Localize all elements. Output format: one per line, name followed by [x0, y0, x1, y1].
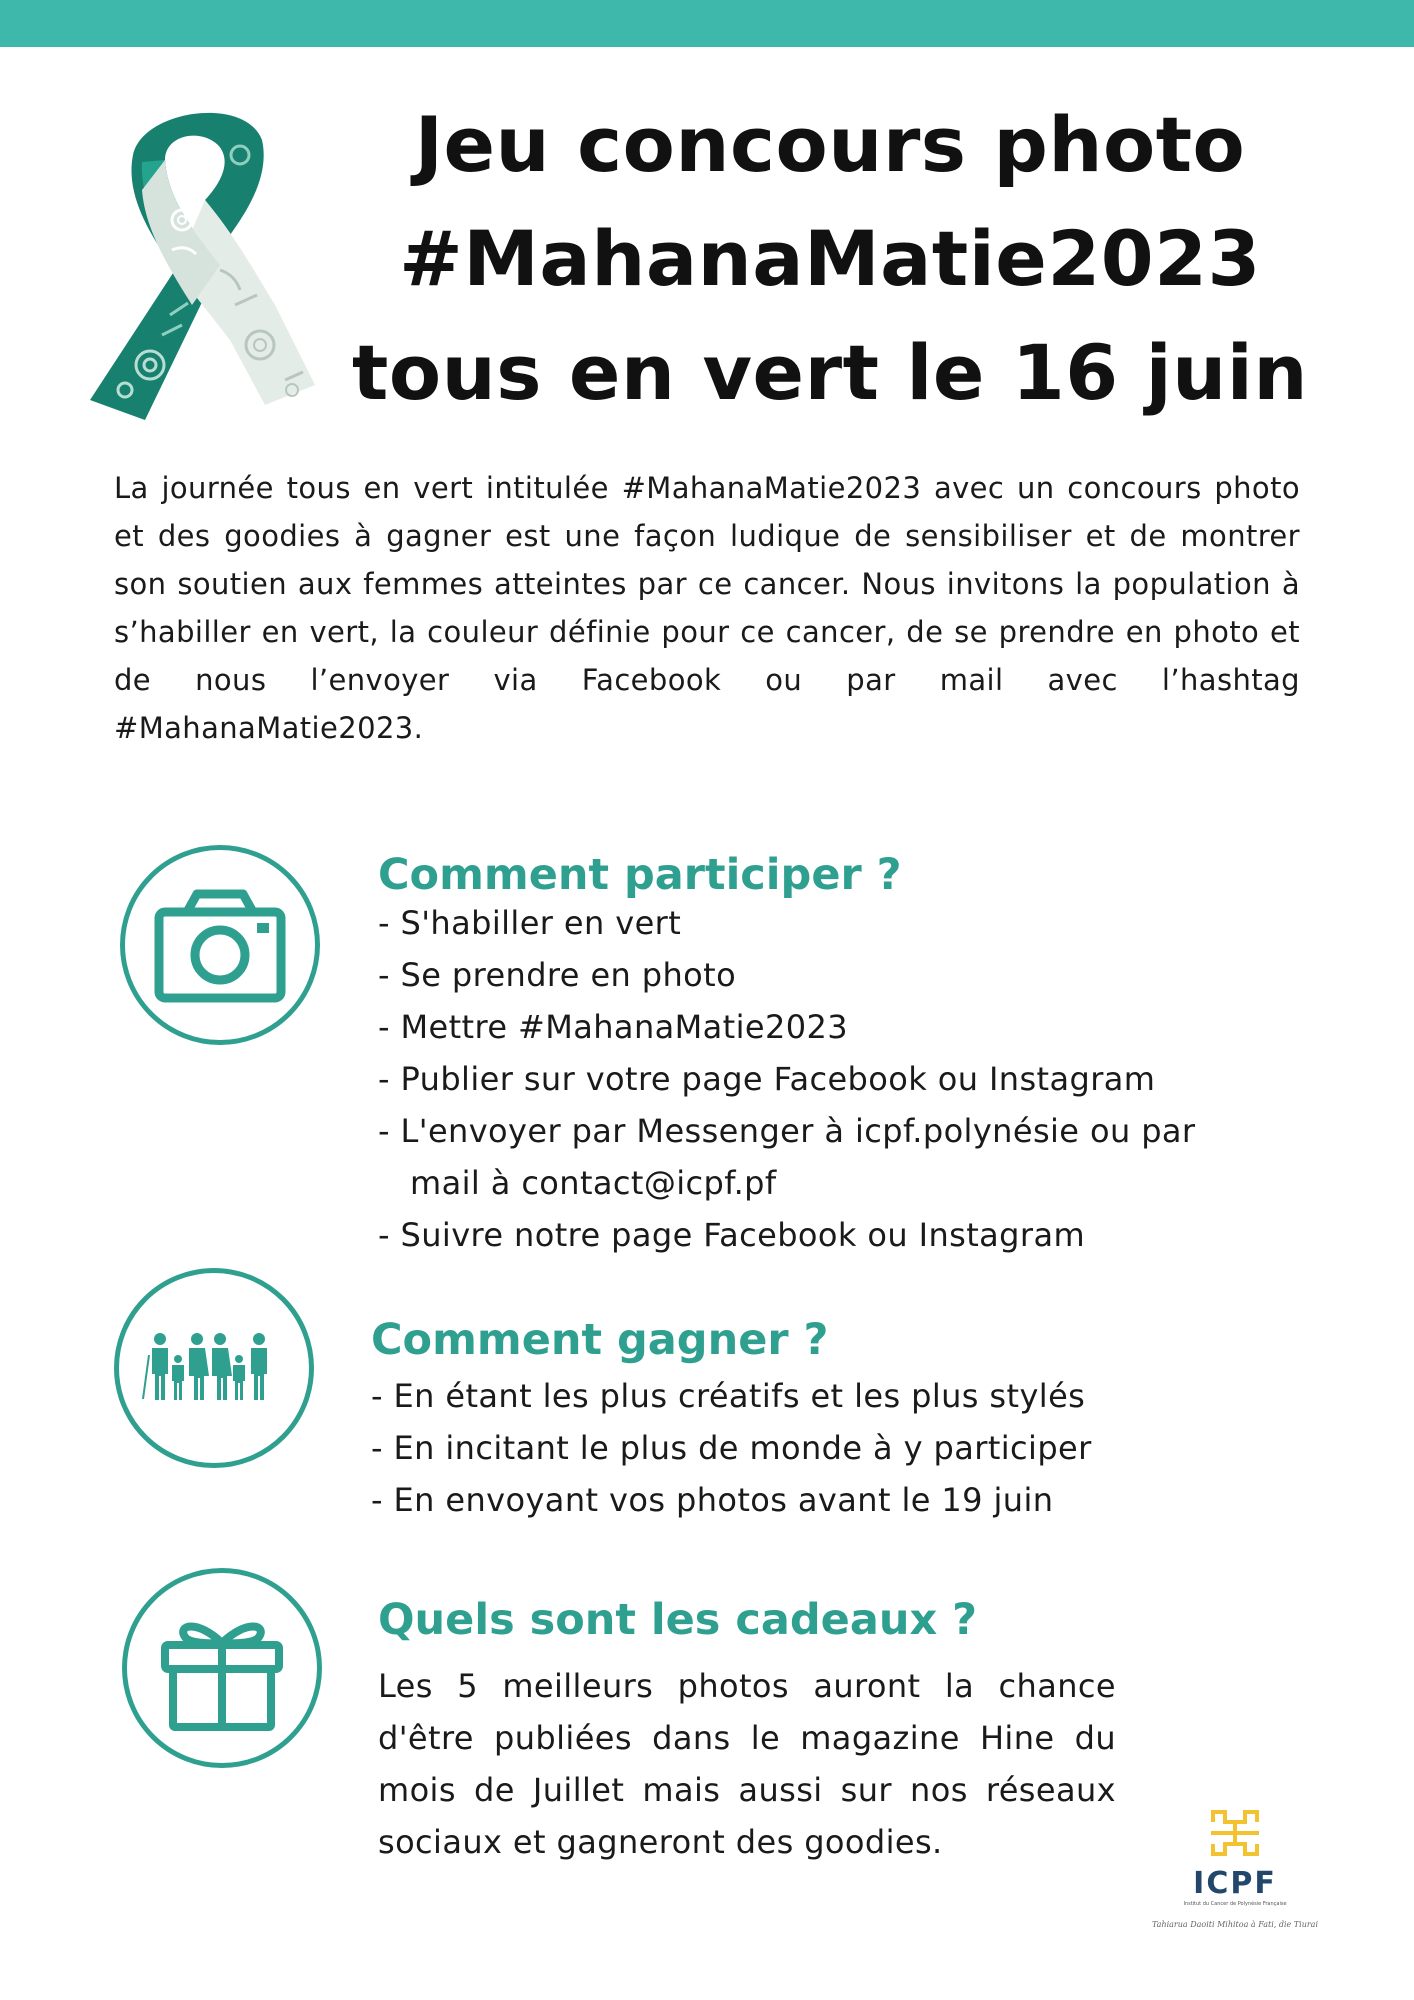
camera-icon-circle — [120, 845, 320, 1045]
logo-subtitle: Institut du Cancer de Polynésie Française — [1183, 1901, 1287, 1907]
icpf-logo — [1150, 1808, 1320, 1938]
logo-name: ICPF — [1193, 1866, 1277, 1901]
participate-list — [378, 897, 1258, 1261]
list-item: - Suivre notre page Facebook ou Instagram — [378, 1216, 1086, 1254]
section-win-heading: Comment gagner ? — [371, 1315, 829, 1365]
green-ribbon-icon — [70, 100, 320, 430]
top-accent-bar — [0, 0, 1414, 47]
list-item: - L'envoyer par Messenger à icpf.polynésie ou par mail à contact@icpf.pf — [378, 1112, 1196, 1202]
win-list — [371, 1370, 1271, 1526]
title-line-1: Jeu concours photo — [414, 100, 1246, 189]
gift-icon — [127, 1573, 317, 1763]
list-item: - S'habiller en vert — [378, 904, 682, 942]
logo-tagline: Tahiarua Daoiti Mihitoa à Fati, die Tiurai — [1151, 1920, 1319, 1929]
camera-icon — [125, 850, 315, 1040]
list-item: - En envoyant vos photos avant le 19 juin — [371, 1481, 1054, 1519]
family-icon-circle — [114, 1268, 314, 1468]
family-icon — [119, 1273, 309, 1463]
list-item: - Publier sur votre page Facebook ou Instagram — [378, 1060, 1156, 1098]
list-item: - En incitant le plus de monde à y participer — [371, 1429, 1092, 1467]
gift-icon-circle — [122, 1568, 322, 1768]
icpf-logo-icon — [1207, 1808, 1263, 1858]
intro-paragraph: La journée tous en vert intitulée #MahanaMatie2023 avec un concours photo et des goodies à gagner est une façon ludique de sensibiliser et de montrer son soutien aux femmes atteintes par ce cancer. Nous invitons la population à s’habiller en vert, la couleur définie pour ce cancer, de se prendre en photo et de nous l’envoyer via Facebook ou par mail avec l’hashtag #MahanaMatie2023. — [114, 471, 1300, 745]
title-line-3: tous en vert le 16 juin — [352, 328, 1308, 417]
list-item: - Se prendre en photo — [378, 956, 737, 994]
section-prizes-heading: Quels sont les cadeaux ? — [378, 1595, 978, 1645]
list-item: - Mettre #MahanaMatie2023 — [378, 1008, 849, 1046]
list-item: - En étant les plus créatifs et les plus stylés — [371, 1377, 1086, 1415]
section-participate-heading: Comment participer ? — [378, 850, 902, 900]
title-line-2: #MahanaMatie2023 — [399, 214, 1261, 303]
page-title — [330, 88, 1330, 430]
prizes-paragraph: Les 5 meilleurs photos auront la chance d'être publiées dans le magazine Hine du mois de Juillet mais aussi sur nos réseaux sociaux et gagneront des goodies. — [378, 1667, 1116, 1861]
